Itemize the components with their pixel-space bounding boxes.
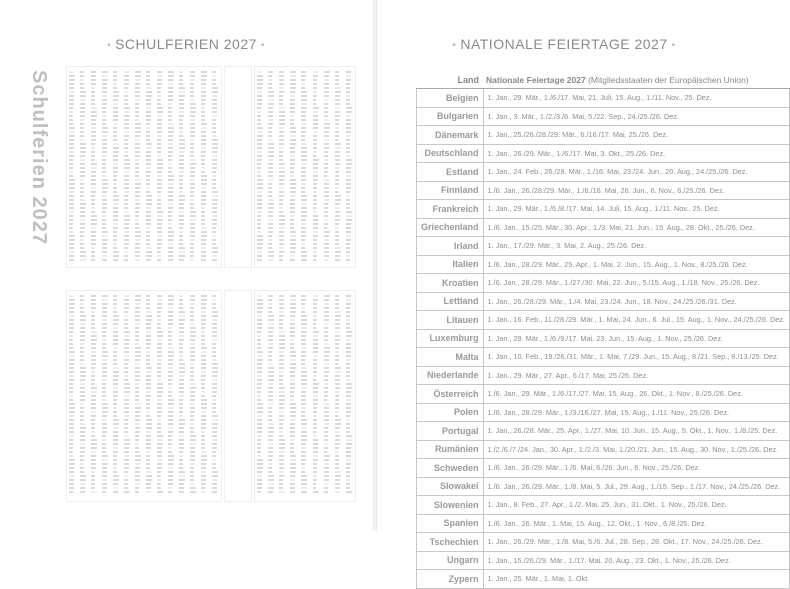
table-row	[417, 274, 790, 293]
fine-print-column	[212, 71, 218, 263]
country-name: Belgien	[417, 89, 484, 108]
fine-print-column	[124, 71, 130, 263]
fine-print-column	[201, 295, 207, 495]
fine-print-column	[179, 295, 185, 495]
table-row	[417, 329, 790, 348]
holiday-dates: 1. Jan., 26./28. Mär., 25. Apr., 1./27. Mai, 10. Jun., 15. Aug., 5. Okt., 1. Nov., 1./8./25. Dez.	[483, 422, 789, 441]
holiday-dates: 1. Jan., 29. Mär., 1./6./9./17. Mai, 23. Jun., 15. Aug., 1. Nov., 25./26. Dez.	[483, 329, 789, 348]
holiday-dates: 1. Jan., 25. Mär., 1. Mai, 1. Okt.	[483, 570, 789, 589]
holiday-dates: 1./6. Jan., 29. Mär., 1./6./17./27. Mai, 15. Aug., 26. Okt., 1. Nov., 8./25./26. Dez.	[483, 385, 789, 404]
fine-print-column	[168, 295, 174, 495]
fine-print-column	[313, 295, 319, 495]
holiday-dates: 1./6. Jan., 28./29. Mär., 1./27./30. Mai, 22. Jun., 5./15. Aug., 1./18. Nov., 25./26. Dez.	[483, 274, 789, 293]
page-fold	[373, 0, 377, 531]
table-row	[417, 200, 790, 219]
right-page	[378, 0, 785, 584]
fine-print-column	[102, 71, 108, 263]
holiday-table-bottom-second	[254, 290, 356, 502]
country-name: Frankreich	[417, 200, 484, 219]
table-row	[417, 181, 790, 200]
table-row	[417, 551, 790, 570]
country-name: Portugal	[417, 422, 484, 441]
fine-print-column	[69, 71, 75, 263]
country-name: Polen	[417, 403, 484, 422]
fine-print-column	[190, 71, 196, 263]
country-name: Slowenien	[417, 496, 484, 515]
table-row	[417, 533, 790, 552]
table-row	[417, 89, 790, 108]
holiday-dates: 1./6. Jan., 15./25. Mär., 30. Apr., 1./3. Mai, 21. Jun., 15. Aug., 28. Okt., 25./26. Dez.	[483, 218, 789, 237]
holiday-dates: 1./6. Jan., 26./29. Mär., 1./8. Mai, 5. Jul., 29. Aug., 1./15. Sep., 1./17. Nov., 24./25./26. Dez.	[483, 477, 789, 496]
fine-print-column	[91, 295, 97, 495]
fine-print-column	[346, 295, 352, 495]
table-row	[417, 496, 790, 515]
fine-print-column	[335, 295, 341, 495]
holiday-dates: 1./2./6./7./24. Jan., 30. Apr., 1./2./3. Mai, 1./20./21. Jun., 15. Aug., 30. Nov., 1./25./26. Dez.	[483, 440, 789, 459]
fine-print-column	[69, 295, 75, 495]
vertical-title-container	[28, 70, 52, 245]
country-name: Deutschland	[417, 144, 484, 163]
country-name: Finnland	[417, 181, 484, 200]
fine-print-column	[168, 71, 174, 263]
table-row	[417, 459, 790, 478]
country-name: Bulgarien	[417, 107, 484, 126]
fine-print-column	[324, 71, 330, 263]
table-row	[417, 422, 790, 441]
holiday-dates: 1. Jan., 24. Feb., 26./28. Mär., 1./16. Mai, 23./24. Jun., 20. Aug., 24./25./26. Dez.	[483, 163, 789, 182]
fine-print-column	[212, 295, 218, 495]
fine-print-column	[91, 71, 97, 263]
table-row	[417, 292, 790, 311]
fine-print-column	[268, 71, 274, 263]
holiday-dates: 1. Jan., 29. Mär., 1./6./17. Mai, 21. Juli, 15. Aug., 1./11. Nov., 25. Dez.	[483, 89, 789, 108]
country-name: Spanien	[417, 514, 484, 533]
fine-print-column	[279, 295, 285, 495]
country-name: Zypern	[417, 570, 484, 589]
table-row	[417, 163, 790, 182]
holiday-dates: 1./6. Jan., 26./29. Mär., 1./6. Mai, 6./26. Jun., 6. Nov., 25./26. Dez.	[483, 459, 789, 478]
table-row	[417, 144, 790, 163]
table-row	[417, 311, 790, 330]
left-page	[0, 0, 372, 531]
fine-print-column	[80, 295, 86, 495]
header-land: Land	[417, 72, 484, 89]
table-row	[417, 385, 790, 404]
fine-print-column	[301, 71, 307, 263]
table-row	[417, 570, 790, 589]
fine-print-column	[346, 71, 352, 263]
table-row	[417, 126, 790, 145]
fine-print-column	[257, 295, 263, 495]
fine-print-column	[301, 295, 307, 495]
fine-print-column	[102, 295, 108, 495]
holiday-dates: 1. Jan., 25./26./28./29. Mär., 6./16./17. Mai, 25./26. Dez.	[483, 126, 789, 145]
table-row	[417, 514, 790, 533]
country-name: Griechenland	[417, 218, 484, 237]
holiday-dates: 1. Jan., 3. Mär., 1./2./3./6. Mai, 5./22. Sep., 24./25./26. Dez.	[483, 107, 789, 126]
table-header-row	[417, 72, 790, 89]
holiday-dates: 1. Jan., 29. Mär., 1./6./8./17. Mai, 14. Juli, 15. Aug., 1./11. Nov., 25. Dez.	[483, 200, 789, 219]
fine-print-column	[113, 71, 119, 263]
holiday-dates: 1. Jan., 26./28./29. Mär., 1./4. Mai, 23./24. Jun., 18. Nov., 24./25./26./31. Dez.	[483, 292, 789, 311]
holiday-dates: 1. Jan., 26./29. Mär., 1./8. Mai, 5./6. Jul., 28. Sep., 28. Okt., 17. Nov., 24./25./26. Dez.	[483, 533, 789, 552]
table-row	[417, 237, 790, 256]
fine-print-column	[257, 71, 263, 263]
fine-print-column	[290, 295, 296, 495]
country-name: Italien	[417, 255, 484, 274]
country-name: Litauen	[417, 311, 484, 330]
holiday-dates: 1./6. Jan., 26./28./29. Mär., 1./6./16. Mai, 26. Jun., 6. Nov., 6./25./26. Dez.	[483, 181, 789, 200]
country-name: Malta	[417, 348, 484, 367]
holiday-dates: 1./6. Jan., 28./29. Mär., 1./3./16./27. Mai, 15. Aug., 1./11. Nov., 25./26. Dez.	[483, 403, 789, 422]
table-row	[417, 440, 790, 459]
holiday-table-top-second	[254, 66, 356, 268]
country-name: Kroatien	[417, 274, 484, 293]
fine-print-column	[146, 71, 152, 263]
holiday-table-top-germany	[66, 66, 222, 268]
country-name: Niederlande	[417, 366, 484, 385]
vertical-title: Schulferien 2027	[28, 70, 50, 245]
left-page-heading: • SCHULFERIEN 2027 •	[107, 36, 265, 52]
fine-print-column	[268, 295, 274, 495]
fine-print-column	[335, 71, 341, 263]
country-name: Österreich	[417, 385, 484, 404]
holiday-dates: 1. Jan., 16. Feb., 11./28./29. Mär., 1. Mai, 24. Jun., 6. Jul., 15. Aug., 1. Nov., 24./25./26. Dez.	[483, 311, 789, 330]
holiday-dates: 1./6. Jan., 26. Mär., 1. Mai, 15. Aug., 12. Okt., 1. Nov., 6./8./25. Dez.	[483, 514, 789, 533]
fine-print-column	[324, 295, 330, 495]
holiday-dates: 1. Jan., 10. Feb., 19./26./31. Mär., 1. Mai, 7./29. Jun., 15. Aug., 8./21. Sep., 8./13./25. Dez.	[483, 348, 789, 367]
fine-print-column	[313, 71, 319, 263]
national-holidays-table	[416, 72, 790, 589]
country-name: Luxemburg	[417, 329, 484, 348]
header-days: Nationale Feiertage 2027 (Mitgliedsstaaten der Europäischen Union)	[483, 72, 789, 89]
country-name: Estland	[417, 163, 484, 182]
country-name: Irland	[417, 237, 484, 256]
table-row	[417, 218, 790, 237]
holiday-dates: 1./6. Jan., 28./29. Mär., 25. Apr., 1. Mai, 2. Jun., 15. Aug., 1. Nov., 8./25./26. Dez.	[483, 255, 789, 274]
fine-print-column	[135, 71, 141, 263]
fine-print-column	[124, 295, 130, 495]
fine-print-column	[190, 295, 196, 495]
country-name: Dänemark	[417, 126, 484, 145]
holiday-table-bottom-note	[224, 290, 252, 502]
holiday-table-top-note	[224, 66, 252, 268]
right-page-heading: • NATIONALE FEIERTAGE 2027 •	[452, 36, 676, 52]
country-name: Rumänien	[417, 440, 484, 459]
fine-print-column	[201, 71, 207, 263]
country-name: Tschechien	[417, 533, 484, 552]
table-row	[417, 255, 790, 274]
fine-print-column	[157, 295, 163, 495]
fine-print-column	[80, 71, 86, 263]
table-row	[417, 366, 790, 385]
country-name: Slowakei	[417, 477, 484, 496]
holiday-dates: 1. Jan., 8. Feb., 27. Apr., 1./2. Mai, 25. Jun., 31. Okt., 1. Nov., 25./26. Dez.	[483, 496, 789, 515]
table-row	[417, 477, 790, 496]
holiday-dates: 1. Jan., 15./26./29. Mär., 1./17. Mai, 20. Aug., 23. Okt., 1. Nov., 25./26. Dez.	[483, 551, 789, 570]
holiday-dates: 1. Jan., 17./29. Mär., 3. Mai, 2. Aug., 25./26. Dez.	[483, 237, 789, 256]
fine-print-column	[279, 71, 285, 263]
fine-print-column	[290, 71, 296, 263]
table-row	[417, 403, 790, 422]
holiday-table-bottom-germany	[66, 290, 222, 502]
fine-print-column	[146, 295, 152, 495]
country-name: Ungarn	[417, 551, 484, 570]
holiday-dates: 1. Jan., 26./29. Mär., 1./6./17. Mai, 3. Okt., 25./26. Dez.	[483, 144, 789, 163]
table-row	[417, 107, 790, 126]
country-name: Lettland	[417, 292, 484, 311]
fine-print-column	[113, 295, 119, 495]
fine-print-column	[157, 71, 163, 263]
fine-print-column	[135, 295, 141, 495]
holiday-dates: 1. Jan., 29. Mär., 27. Apr., 6./17. Mai, 25./26. Dez.	[483, 366, 789, 385]
table-row	[417, 348, 790, 367]
country-name: Schweden	[417, 459, 484, 478]
fine-print-column	[179, 71, 185, 263]
